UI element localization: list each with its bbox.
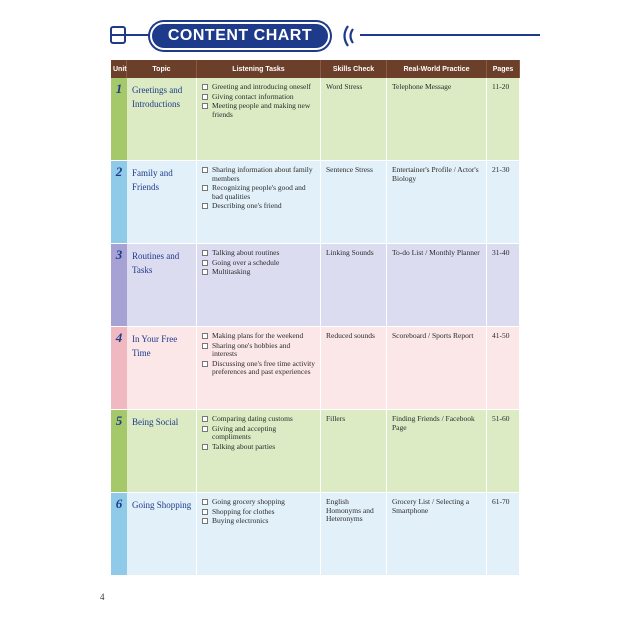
list-item [202, 249, 316, 258]
skills-check-cell: Reduced sounds [321, 327, 387, 410]
list-item [202, 332, 316, 341]
column-header-unit: Unit [111, 60, 127, 78]
real-world-practice-cell: Finding Friends / Facebook Page [387, 410, 487, 493]
pages-cell: 61-70 [487, 493, 520, 576]
checkbox-bullet-icon [202, 499, 208, 505]
checkbox-bullet-icon [202, 260, 208, 266]
real-world-practice-cell: Entertainer's Profile / Actor's Biology [387, 161, 487, 244]
listening-tasks-cell [197, 493, 321, 576]
pages-cell: 11-20 [487, 78, 520, 161]
real-world-practice-cell: Grocery List / Selecting a Smartphone [387, 493, 487, 576]
column-header-pages: Pages [487, 60, 520, 78]
unit-number: 5 [111, 410, 127, 493]
checkbox-bullet-icon [202, 518, 208, 524]
checkbox-bullet-icon [202, 333, 208, 339]
listening-tasks-cell [197, 410, 321, 493]
checkbox-bullet-icon [202, 250, 208, 256]
listening-tasks-cell [197, 327, 321, 410]
list-item [202, 443, 316, 452]
checkbox-bullet-icon [202, 94, 208, 100]
unit-topic: Being Social [127, 410, 197, 493]
column-header-real-world-practice: Real-World Practice [387, 60, 487, 78]
pages-cell: 51-60 [487, 410, 520, 493]
banner-rule-left [110, 34, 150, 36]
list-item [202, 342, 316, 359]
listening-tasks-cell [197, 161, 321, 244]
task-text: Comparing dating customs [212, 414, 293, 423]
checkbox-bullet-icon [202, 416, 208, 422]
checkbox-bullet-icon [202, 343, 208, 349]
unit-number: 4 [111, 327, 127, 410]
checkbox-bullet-icon [202, 103, 208, 109]
skills-check-cell: English Homonyms and Heteronyms [321, 493, 387, 576]
skills-check-cell: Word Stress [321, 78, 387, 161]
task-text: Talking about routines [212, 248, 280, 257]
list-item [202, 508, 316, 517]
checkbox-bullet-icon [202, 167, 208, 173]
real-world-practice-cell: Scoreboard / Sports Report [387, 327, 487, 410]
unit-number: 6 [111, 493, 127, 576]
unit-topic: Going Shopping [127, 493, 197, 576]
skills-check-cell: Linking Sounds [321, 244, 387, 327]
sound-wave-icon-right [342, 23, 356, 49]
checkbox-bullet-icon [202, 509, 208, 515]
list-item [202, 83, 316, 92]
checkbox-bullet-icon [202, 269, 208, 275]
checkbox-bullet-icon [202, 361, 208, 367]
list-item [202, 93, 316, 102]
listening-tasks-cell [197, 244, 321, 327]
list-item [202, 259, 316, 268]
list-item [202, 102, 316, 119]
unit-topic: Routines and Tasks [127, 244, 197, 327]
list-item [202, 202, 316, 211]
unit-number: 3 [111, 244, 127, 327]
checkbox-bullet-icon [202, 185, 208, 191]
page-number: 4 [100, 592, 105, 602]
column-header-listening-tasks: Listening Tasks [197, 60, 321, 78]
task-text: Going grocery shopping [212, 497, 285, 506]
task-text: Discussing one's free time activity preferences and past experiences [212, 358, 315, 376]
task-text: Shopping for clothes [212, 506, 275, 516]
unit-number: 2 [111, 161, 127, 244]
list-item [202, 498, 316, 507]
list-item [202, 517, 316, 526]
task-text: Meeting people and making new friends [212, 101, 311, 119]
checkbox-bullet-icon [202, 84, 208, 90]
banner-rule-right [360, 34, 540, 36]
task-text: Greeting and introducing oneself [212, 82, 311, 91]
content-chart-banner [110, 20, 540, 52]
listening-tasks-cell [197, 78, 321, 161]
column-header-skills-check: Skills Check [321, 60, 387, 78]
content-chart-table [111, 60, 520, 576]
skills-check-cell: Sentence Stress [321, 161, 387, 244]
unit-topic: In Your Free Time [127, 327, 197, 410]
pages-cell: 31-40 [487, 244, 520, 327]
list-item [202, 184, 316, 201]
checkbox-bullet-icon [202, 426, 208, 432]
page-title: CONTENT CHART [150, 22, 330, 50]
list-item [202, 268, 316, 277]
task-text: Giving contact information [212, 91, 294, 101]
task-text: Multitasking [212, 267, 251, 276]
task-text: Sharing one's hobbies and interests [212, 340, 291, 358]
list-item [202, 360, 316, 377]
pages-cell: 21-30 [487, 161, 520, 244]
task-text: Giving and accepting compliments [212, 423, 277, 441]
unit-topic: Greetings and Introductions [127, 78, 197, 161]
task-text: Making plans for the weekend [212, 331, 304, 340]
skills-check-cell: Fillers [321, 410, 387, 493]
unit-topic: Family and Friends [127, 161, 197, 244]
column-header-topic: Topic [127, 60, 197, 78]
pages-cell: 41-50 [487, 327, 520, 410]
sound-wave-icon [310, 23, 330, 49]
checkbox-bullet-icon [202, 444, 208, 450]
list-item [202, 166, 316, 183]
real-world-practice-cell: Telephone Message [387, 78, 487, 161]
task-text: Going over a schedule [212, 257, 280, 267]
list-item [202, 415, 316, 424]
list-item [202, 425, 316, 442]
task-text: Buying electronics [212, 516, 269, 525]
unit-number: 1 [111, 78, 127, 161]
checkbox-bullet-icon [202, 203, 208, 209]
task-text: Describing one's friend [212, 201, 282, 210]
task-text: Talking about parties [212, 441, 276, 451]
task-text: Sharing information about family members [212, 165, 313, 183]
task-text: Recognizing people's good and bad qualities [212, 183, 306, 201]
real-world-practice-cell: To-do List / Monthly Planner [387, 244, 487, 327]
